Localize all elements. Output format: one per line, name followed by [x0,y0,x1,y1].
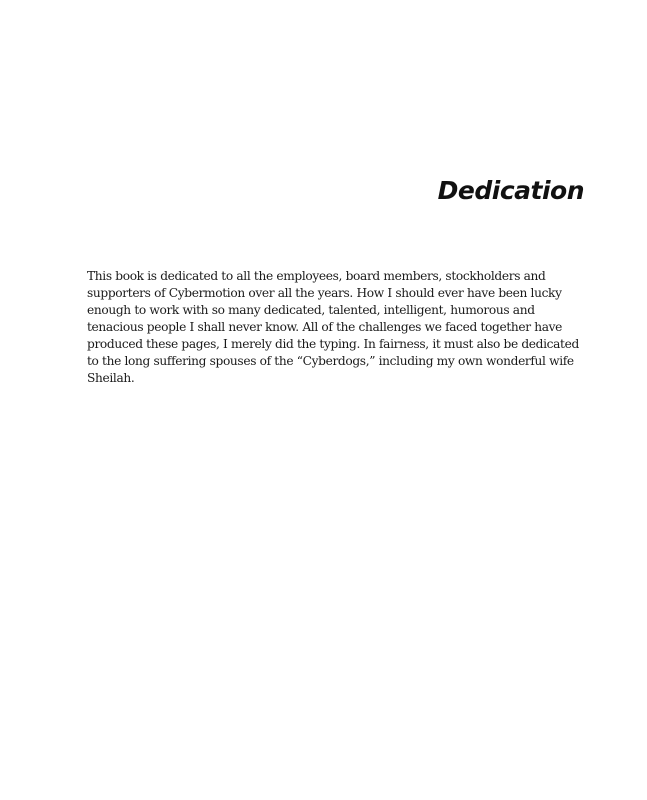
paragraph-line: produced these pages, I merely did the typing. In fairness, it must also be dedicated [87,337,579,351]
paragraph-line: Sheilah. [87,371,135,385]
paragraph-line: enough to work with so many dedicated, talented, intelligent, humorous and [87,303,535,317]
dedication-paragraph [87,268,587,387]
paragraph-line: supporters of Cybermotion over all the years. How I should ever have been lucky [87,286,562,300]
paragraph-line: tenacious people I shall never know. All of the challenges we faced together have [87,320,563,334]
page-title: Dedication [437,176,584,205]
paragraph-line: to the long suffering spouses of the “Cyberdogs,” including my own wonderful wife [87,354,574,368]
paragraph-line: This book is dedicated to all the employees, board members, stockholders and [87,269,546,283]
